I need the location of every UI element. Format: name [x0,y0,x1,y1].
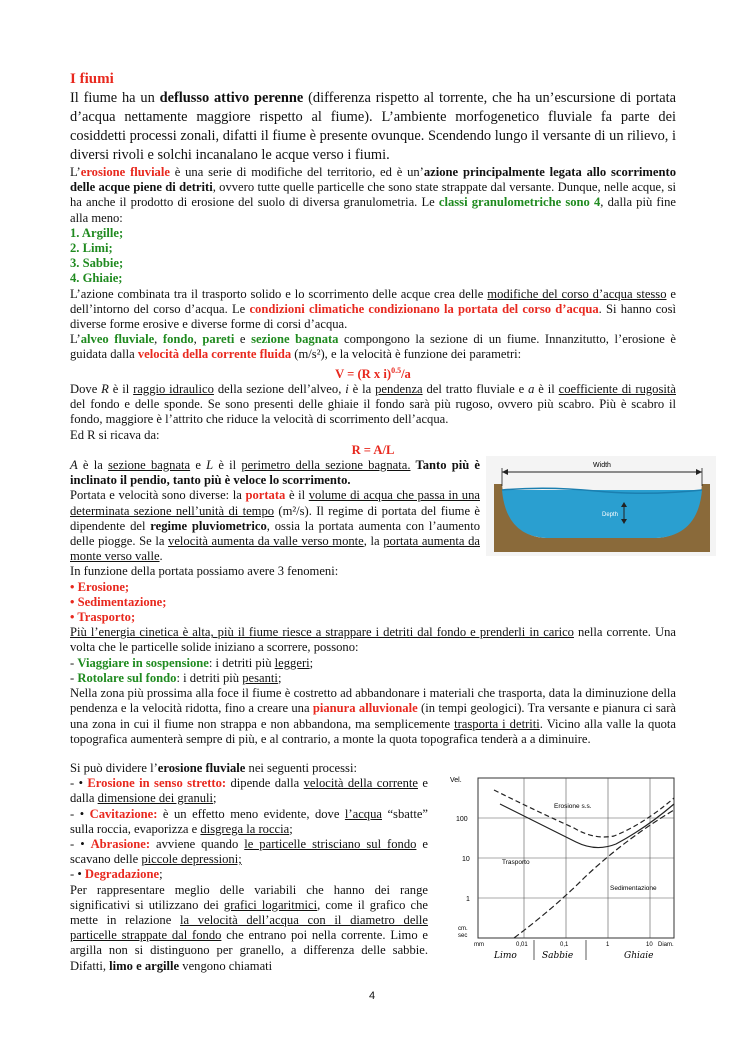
processes-list [70,776,428,882]
list-item: - • Degradazione; [70,867,428,882]
curve-label-erosion: Erosione s.s. [554,803,592,810]
x-tick-label: 10 [646,942,653,948]
list-item: • Erosione; [70,580,480,595]
y-tick-label: 100 [456,816,468,823]
log-chart-svg [444,768,690,966]
granulometric-classes-list [70,226,676,287]
left-column-block [70,458,480,625]
y-tick-label: 10 [462,856,470,863]
handwritten-limo: Limo [494,951,517,961]
phenomena-intro: In funzione della portata possiamo avere 3 fenomeni: [70,564,339,579]
list-item: 2. Limi; [70,241,113,256]
roughness-paragraph: Dove R è il raggio idraulico della sezione dell’alveo, i è la pendenza del tratto fluviale e a è il coefficiente di rugosità del fondo e delle sponde. Se sono presenti delle ghiaie il fondo sarà più rugoso, ovvero più scabro. Più è scabro il fondo, maggiore è l’attrito che riduce la velocità di scorrimento dell’acqua. [70,382,676,427]
x-unit-label: mm [474,942,484,948]
x-tick-label: 0,1 [560,942,569,948]
x-tick-label: 1 [606,942,610,948]
floodplain-paragraph: Nella zona più prossima alla foce il fiume è costretto ad abbandonare i materiali che trasporta, data la diminuzione della pendenza e la velocità ridotta, fino a creare una pianura alluvionale (in tempi geologici). Tra versante e pianura ci sarà una zona in cui il fiume non strappa e non abbandona, ma semplicemente trasporta i detriti. Vicino alla valle la quota topografica aumenterà sempre di più, e al contrario, a monte la quota topografica tenderà a a diminuire. [70,686,677,746]
watermark [672,520,702,950]
movement-list [70,656,676,686]
y-tick-label: 1 [466,896,470,903]
transport-paragraph: L’azione combinata tra il trasporto solido e lo scorrimento delle acque crea delle modifiche del corso d’acqua stesso e dell’intorno del corso d’acqua. Le condizioni climatiche condizionano la portata del corso d’acqua. Si hanno così diverse forme erosive e diverse forme di corsi d’acqua. [70,286,676,332]
y-axis-title: Vel. [450,777,462,784]
log-chart-paragraph: Per rappresentare meglio delle variabili che hanno dei range significativi si utilizzano dei grafici logaritmici, come il grafico che mette in relazione la velocità dell’acqua con il diametro delle particelle strappate dal fondo che entrano poi nella corrente. Limo e argilla non si distinguono per granello, a differenza delle sabbie. Difatti, limo e argille vengono chiamati [70,882,429,973]
energy-paragraph: Più l’energia cinetica è alta, più il fiume riesce a strappare i detriti dal fondo e prenderli in carico nella corrente. Una volta che le particelle solide iniziano a scorrere, possono: [70,625,676,655]
intro-paragraph: Il fiume ha un deflusso attivo perenne (differenza rispetto al torrente, che ha un’escursione di portata d’acqua nettamente maggiore rispetto al fiume). L’ambiente morfogenetico fluviale fa parte dei cosiddetti processi zonali, difatti il fiume è presente ovunque. Scendendo lungo il versante di un rilievo, i diversi rivoli e solchi incanalano le acque verso i fiumi. [70,90,676,163]
erosion-paragraph: L’erosione fluviale è una serie di modifiche del territorio, ed è un’azione principalmente legata allo scorrimento delle acque piene di detriti, ovvero tutte quelle particelle che sono state strappate dal versante. Dunque, nelle acque, si ha anche il prodotto di erosione del suolo di diversa granulometria. Le classi granulometriche sono 4, dalla più fine alla meno: [70,165,676,225]
depth-label: Depth [601,512,618,518]
list-item: - • Abrasione: avviene quando le particelle strisciano sul fondo e scavano delle piccole depressioni; [70,837,428,867]
curve-label-sedimentation: Sedimentazione [610,885,657,892]
velocity-formula: V = (R x i)$^{0.5}$/a [335,365,411,381]
r-intro-line: Ed R si ricava da: [70,427,160,442]
handwritten-ghiaie: Ghiaie [624,951,654,961]
page-number: 4 [368,990,376,1002]
x-tick-label: 0,01 [516,942,528,948]
section-title: I fiumi [70,71,114,87]
radius-formula: R = A/L [351,442,395,457]
curve-label-transport: Trasporto [502,859,530,866]
processes-column [70,761,428,974]
velocity-diameter-chart [444,768,690,966]
list-item: - Viaggiare in sospensione: i detriti più leggeri; [70,656,676,671]
list-item: • Trasporto; [70,610,480,625]
y-unit-label-2: sec [458,933,468,939]
phenomena-list [70,580,480,626]
width-label: Width [593,462,611,469]
list-item: - • Erosione in senso stretto: dipende dalla velocità della corrente e dalla dimensione dei granuli; [70,776,428,806]
discharge-paragraph: Portata e velocità sono diverse: la portata è il volume di acqua che passa in una determinata sezione nell’unità di tempo (m²/s). Il regime di portata del fiume è dipendente del regime pluviometrico, ossia la portata aumenta con l’aumento delle piogge. Se la velocità aumenta da valle verso monte, la portata aumenta da monte verso valle. [70,488,480,564]
list-item: 4. Ghiaie; [70,271,123,286]
y-unit-label: cm. [458,926,468,932]
list-item: 3. Sabbie; [70,256,124,271]
list-item: 1. Argille; [70,225,124,240]
handwritten-sabbie: Sabbie [542,951,574,961]
list-item: - • Cavitazione: è un effetto meno evidente, dove l’acqua “sbatte” sulla roccia, evaporizza e disgrega la roccia; [70,807,428,837]
processes-intro: Si può dividere l’erosione fluviale nei seguenti processi: [70,760,357,775]
area-paragraph: A è la sezione bagnata e L è il perimetro della sezione bagnata. Tanto più è inclinato il pendio, tanto più è veloce lo scorrimento. [70,458,480,488]
x-axis-title: Diam. [658,942,674,948]
section-paragraph: L’alveo fluviale, fondo, pareti e sezione bagnata compongono la sezione di un fiume. Innanzitutto, l’erosione è guidata dalla velocità della corrente fluida (m/s²), e la velocità è funzione dei parametri: [70,332,677,362]
list-item: • Sedimentazione; [70,595,480,610]
list-item: - Rotolare sul fondo: i detriti più pesanti; [70,671,676,686]
